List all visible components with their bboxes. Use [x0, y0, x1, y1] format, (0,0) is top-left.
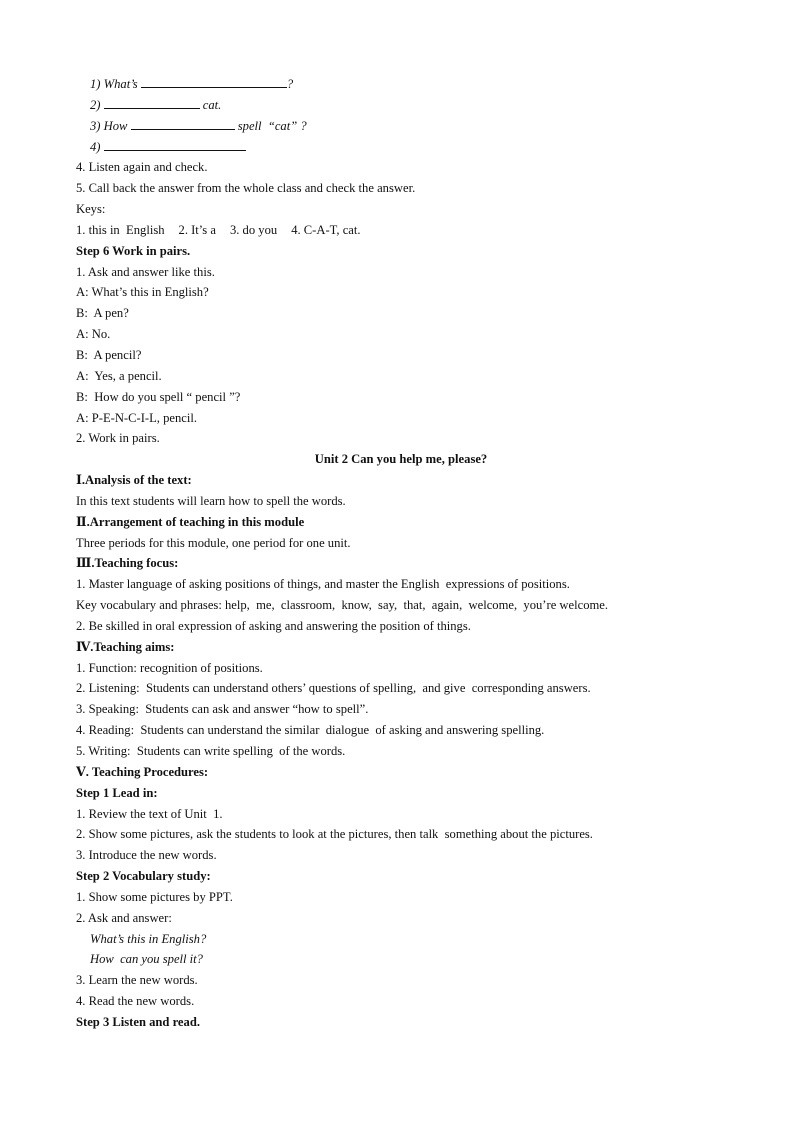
text-line: Three periods for this module, one period for one unit.	[76, 535, 351, 550]
section-heading: Ⅰ.Analysis of the text:	[76, 473, 192, 488]
dialogue-line: A: Yes, a pencil.	[76, 368, 162, 383]
section-heading: Ⅴ. Teaching Procedures:	[76, 764, 209, 779]
key-answer: 3. do you	[229, 222, 278, 237]
dialogue-line: B: A pen?	[76, 306, 129, 321]
section-heading: Ⅲ.Teaching focus:	[76, 556, 179, 571]
step-heading: Step 6 Work in pairs.	[76, 243, 191, 258]
exercise-item-4: 4)	[76, 137, 726, 158]
text-line: 5. Call back the answer from the whole class and check the answer.	[76, 181, 416, 196]
dialogue-line: A: No.	[76, 327, 111, 342]
document-body	[76, 74, 726, 1033]
keys-line	[76, 220, 726, 241]
key-answer: 4. C-A-T, cat.	[291, 222, 361, 237]
text-line: 2. Listening: Students can understand others’ questions of spelling, and give corresponding answers.	[76, 681, 591, 696]
dialogue-line: A: P-E-N-C-I-L, pencil.	[76, 410, 198, 425]
text-line: 4. Reading: Students can understand the similar dialogue of asking and answering spelling.	[76, 723, 545, 738]
text-line: 2. Show some pictures, ask the students to look at the pictures, then talk something about the pictures.	[76, 827, 593, 842]
unit-title: Unit 2 Can you help me, please?	[314, 452, 488, 467]
text-line: 1. Master language of asking positions of things, and master the English expressions of positions.	[76, 577, 570, 592]
text-line: 2. Ask and answer:	[76, 910, 172, 925]
dialogue-line: A: What’s this in English?	[76, 285, 209, 300]
text-line: 4. Read the new words.	[76, 994, 195, 1009]
answer-blank	[131, 117, 235, 130]
text-line: 1. Show some pictures by PPT.	[76, 889, 233, 904]
text-line: 2. Be skilled in oral expression of asking and answering the position of things.	[76, 618, 471, 633]
text-line: 3. Learn the new words.	[76, 973, 198, 988]
step-heading: Step 3 Listen and read.	[76, 1014, 200, 1029]
example-question: What’s this in English?	[90, 931, 207, 946]
step-heading: Step 1 Lead in:	[76, 785, 158, 800]
text-line: 3. Introduce the new words.	[76, 848, 217, 863]
exercise-item-2: 2) cat.	[90, 97, 222, 112]
key-answer: 2. It’s a	[178, 222, 216, 237]
section-heading: Ⅳ.Teaching aims:	[76, 639, 175, 654]
step-heading: Step 2 Vocabulary study:	[76, 869, 211, 884]
text-line: 2. Work in pairs.	[76, 431, 160, 446]
dialogue-line: B: How do you spell “ pencil ”?	[76, 389, 241, 404]
key-answer: 1. this in English	[76, 222, 165, 237]
example-question: How can you spell it?	[90, 952, 203, 967]
answer-blank	[141, 75, 287, 88]
text-line: 5. Writing: Students can write spelling of the words.	[76, 744, 346, 758]
answer-blank	[104, 96, 200, 109]
text-line: In this text students will learn how to spell the words.	[76, 493, 346, 508]
text-line: 1. Review the text of Unit 1.	[76, 806, 223, 821]
text-line: 3. Speaking: Students can ask and answer “how to spell”.	[76, 702, 369, 717]
text-line: 1. Ask and answer like this.	[76, 264, 215, 279]
text-line: 1. Function: recognition of positions.	[76, 660, 263, 675]
text-line: Key vocabulary and phrases: help, me, classroom, know, say, that, again, welcome, you’re welcome.	[76, 598, 609, 613]
section-heading: Ⅱ.Arrangement of teaching in this module	[76, 514, 305, 529]
dialogue-line: B: A pencil?	[76, 347, 142, 362]
exercise-item-1: 1) What’s ?	[90, 77, 294, 91]
exercise-item-3: 3) How spell “cat” ?	[90, 118, 307, 133]
text-line: Keys:	[76, 202, 106, 217]
text-line: 4. Listen again and check.	[76, 160, 208, 175]
answer-blank	[104, 138, 246, 151]
